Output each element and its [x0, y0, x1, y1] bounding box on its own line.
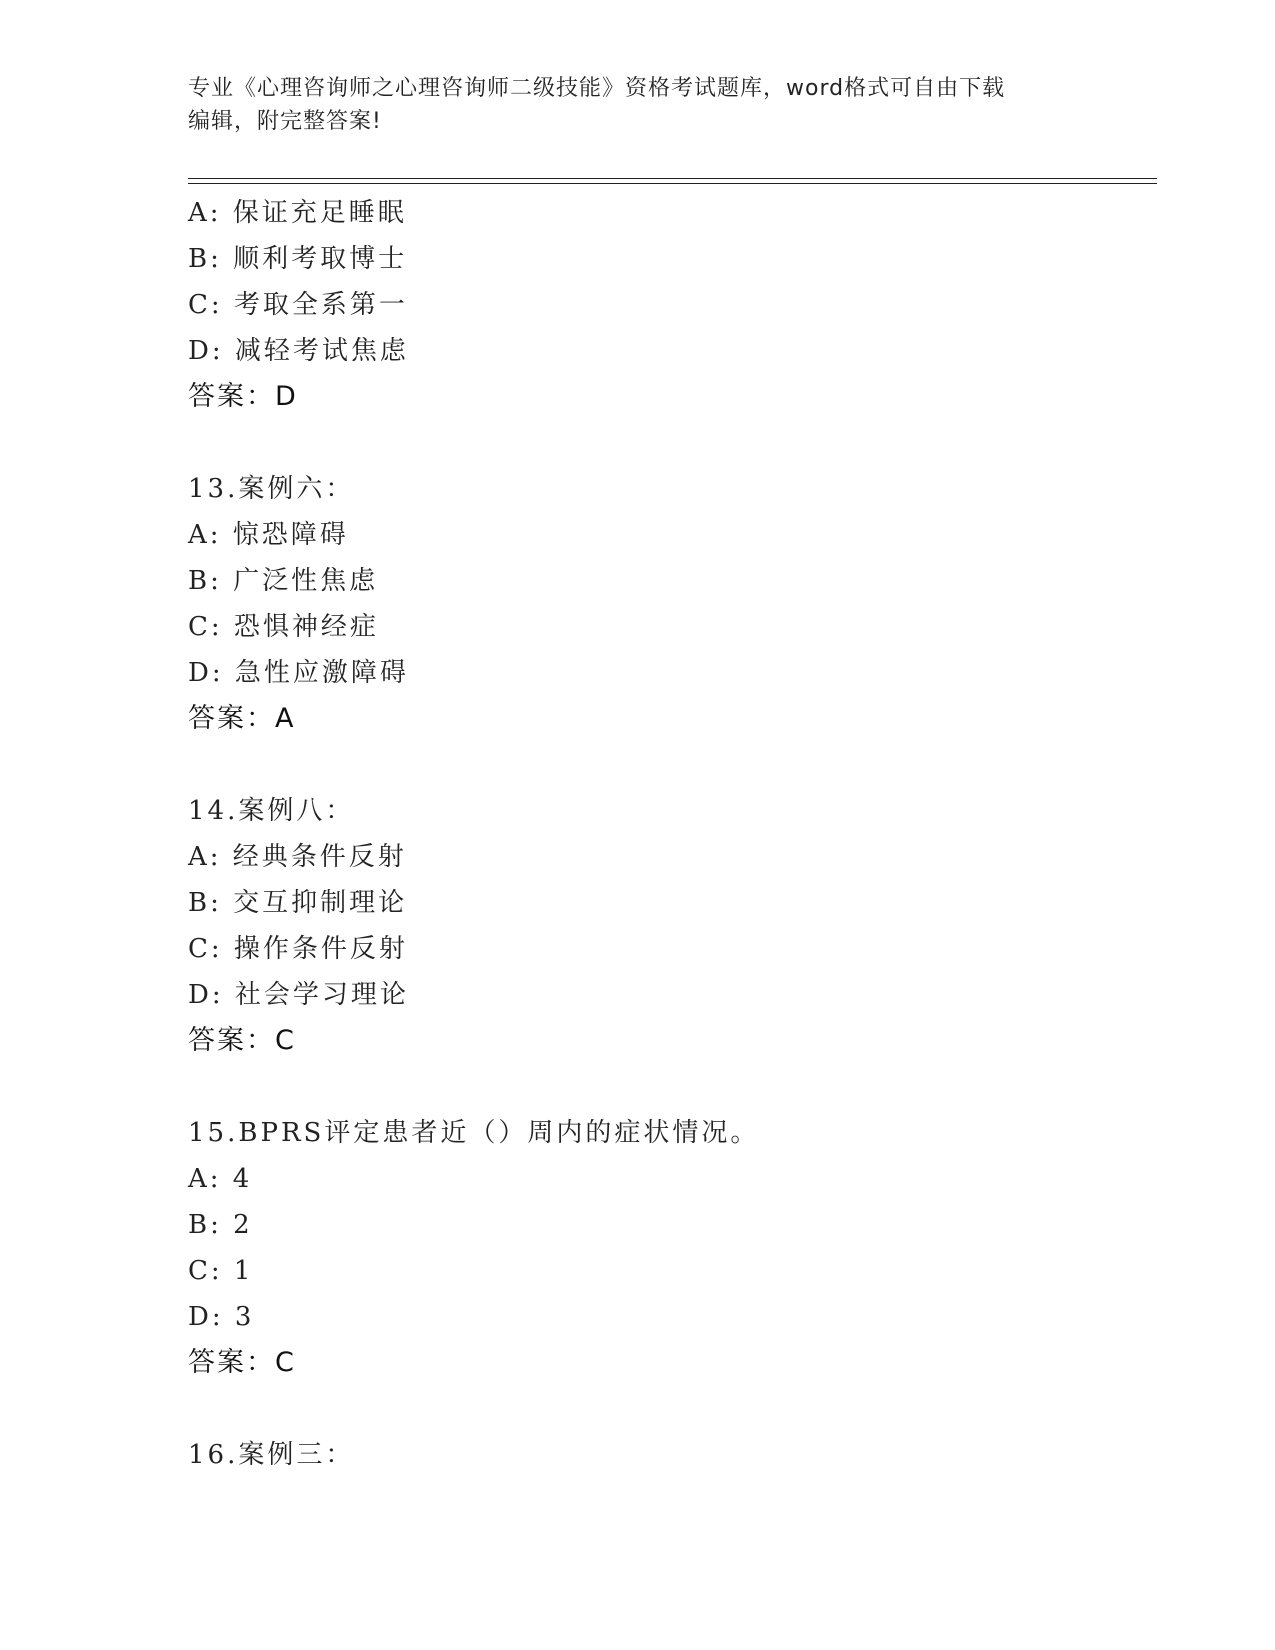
question-16 — [188, 1432, 1148, 1478]
header-line-1: 专业《心理咨询师之心理咨询师二级技能》资格考试题库，word格式可自由下载 — [188, 76, 1006, 101]
question-14 — [188, 788, 1148, 1064]
option-a: A: 惊恐障碍 — [188, 520, 349, 550]
option-c: C: 恐惧神经症 — [188, 612, 379, 642]
option-c: C: 1 — [188, 1256, 254, 1286]
option-a: A: 4 — [188, 1164, 253, 1194]
document-header — [188, 72, 1088, 138]
option-c: C: 考取全系第一 — [188, 290, 408, 320]
option-d: D: 急性应激障碍 — [188, 658, 409, 688]
question-title: 16.案例三： — [188, 1440, 355, 1470]
answer-line: 答案：C — [188, 1025, 296, 1056]
answer-line: 答案：A — [188, 703, 296, 734]
option-d: D: 社会学习理论 — [188, 980, 409, 1010]
spacer — [188, 742, 1148, 788]
question-13 — [188, 466, 1148, 742]
spacer — [188, 1064, 1148, 1110]
question-title: 14.案例八： — [188, 796, 355, 826]
spacer — [188, 1386, 1148, 1432]
option-b: B: 顺利考取博士 — [188, 244, 408, 274]
question-title: 15.BPRS评定患者近（）周内的症状情况。 — [188, 1118, 760, 1148]
option-b: B: 2 — [188, 1210, 253, 1240]
option-b: B: 广泛性焦虑 — [188, 566, 379, 596]
question-list — [188, 190, 1148, 1478]
option-c: C: 操作条件反射 — [188, 934, 408, 964]
spacer — [188, 420, 1148, 466]
question-title: 13.案例六： — [188, 474, 355, 504]
header-divider-top — [188, 178, 1157, 179]
question-15 — [188, 1110, 1148, 1386]
header-line-2: 编辑，附完整答案! — [188, 109, 382, 134]
option-b: B: 交互抑制理论 — [188, 888, 408, 918]
option-d: D: 3 — [188, 1302, 255, 1332]
question-12-tail — [188, 190, 1148, 420]
option-a: A: 保证充足睡眠 — [188, 198, 407, 228]
option-a: A: 经典条件反射 — [188, 842, 407, 872]
answer-line: 答案：C — [188, 1347, 296, 1378]
answer-line: 答案：D — [188, 381, 298, 412]
option-d: D: 减轻考试焦虑 — [188, 336, 409, 366]
header-divider-bottom — [188, 183, 1157, 184]
